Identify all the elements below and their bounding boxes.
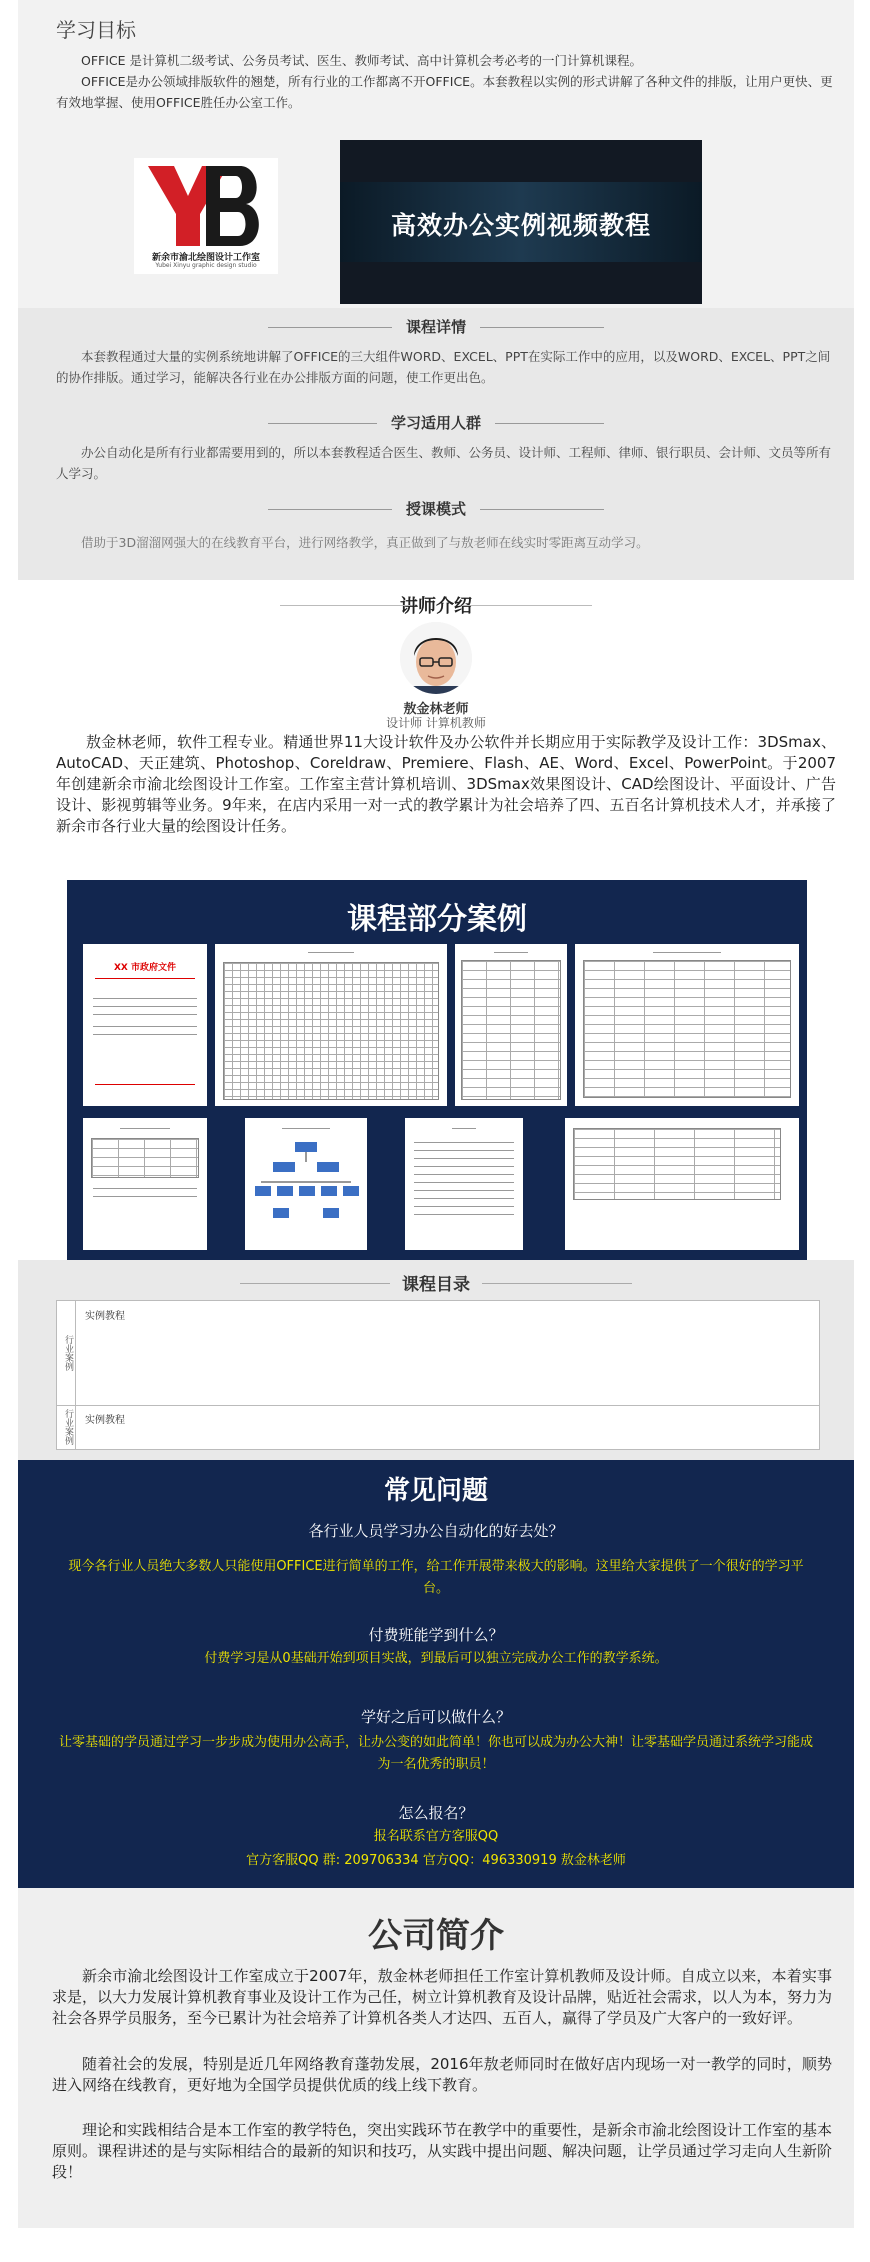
case-report-thumbnail	[83, 1118, 207, 1250]
faq-section	[18, 1460, 854, 1888]
faq-question: 付费班能学到什么？	[368, 1626, 504, 1644]
faq-contact[interactable]: 官方客服QQ 群: 209706334 官方QQ：496330919 敖金林老师	[246, 1853, 626, 1868]
mode-heading-text: 授课模式	[392, 500, 480, 518]
cases-heading: 课程部分案例	[347, 902, 527, 937]
faq-answer: 现今各行业人员绝大多数人只能使用OFFICE进行简单的工作，给工作开展带来极大的影响。这里给大家提供了一个很好的学习平台。	[68, 1559, 804, 1596]
case-orgchart-thumbnail	[245, 1118, 367, 1250]
audience-text: 办公自动化是所有行业都需要用到的，所以本套教程适合医生、教师、公务员、设计师、工程师、律师、银行职员、会计师、文员等所有人学习。	[56, 445, 832, 481]
logo-studio-subtitle: Yubei Xinyu graphic design studio	[155, 262, 257, 269]
company-section	[18, 1888, 854, 2228]
faq-answer: 报名联系官方客服QQ	[373, 1829, 499, 1844]
catalog-heading: 课程目录	[18, 1270, 854, 1295]
course-banner	[340, 140, 702, 304]
details-section	[18, 308, 854, 580]
yb-logo-icon	[148, 166, 264, 246]
orgchart-icon	[245, 1118, 367, 1250]
teacher-name: 敖金林老师	[403, 702, 469, 717]
course-details-heading	[18, 316, 854, 337]
catalog-item[interactable]: 实例教程	[85, 1311, 125, 1322]
catalog-item[interactable]: 实例教程	[85, 1415, 125, 1426]
teacher-heading: 讲师介绍	[18, 592, 854, 618]
faq-heading: 常见问题	[383, 1476, 488, 1506]
case-form-thumbnail	[455, 944, 567, 1106]
teacher-portrait-icon	[400, 622, 472, 694]
catalog-group-label: 行业案例	[57, 1405, 76, 1449]
cases-section	[18, 880, 854, 1260]
case-spreadsheet-thumbnail	[215, 944, 447, 1106]
mode-text: 借助于3D溜溜网强大的在线教育平台，进行网络教学，真正做到了与敖老师在线实时零距离互动学习。	[81, 535, 649, 550]
mode-heading	[18, 498, 854, 519]
case-document-thumbnail	[83, 944, 207, 1106]
case-list-thumbnail	[565, 1118, 799, 1250]
catalog-group-label: 行业案例	[57, 1301, 76, 1405]
studio-logo	[134, 158, 278, 274]
faq-answer: 让零基础的学员通过学习一步步成为使用办公高手，让办公变的如此简单！你也可以成为办公大神！让零基础学员通过系统学习能成为一名优秀的职员！	[58, 1735, 813, 1772]
catalog-table	[56, 1300, 820, 1450]
teacher-section	[18, 580, 854, 880]
teacher-roles: 设计师 计算机教师	[386, 716, 486, 730]
goals-paragraph: OFFICE 是计算机二级考试、公务员考试、医生、教师考试、高中计算机会考必考的一门计算机课程。	[81, 53, 643, 68]
goals-intro	[56, 50, 836, 113]
company-paragraph: 随着社会的发展，特别是近几年网络教育蓬勃发展，2016年敖老师同时在做好店内现场一对一教学的同时，顺势进入网络在线教育，更好地为全国学员提供优质的线上线下教育。	[52, 2055, 832, 2094]
company-paragraph: 理论和实践相结合是本工作室的教学特色，突出实践环节在教学中的重要性，是新余市渝北绘图设计工作室的基本原则。课程讲述的是与实际相结合的最新的知识和技巧，从实践中提出问题、解决问题，让学员通过学习走向人生新阶段！	[52, 2121, 833, 2181]
faq-question: 学好之后可以做什么？	[360, 1708, 511, 1726]
page-content	[18, 0, 854, 2228]
faq-question: 怎么报名？	[398, 1804, 474, 1822]
banner-title: 高效办公实例视频教程	[390, 211, 651, 240]
teacher-bio: 敖金林老师，软件工程专业。精通世界11大设计软件及办公软件并长期应用于实际教学及设计工作：3DSmax、AutoCAD、天正建筑、Photoshop、Coreldraw、Premiere、Flash、AE、Word、Excel、PowerPoint。于2007年创建新余市渝北绘图设计工作室。工作室主营计算机培训、3DSmax效果图设计、CAD绘图设计、平面设计、广告设计、影视剪辑等业务。9年来，在店内采用一对一式的教学累计为社会培养了四、五百名计算机技术人才，并承接了新余市各行业大量的绘图设计任务。	[56, 733, 836, 835]
faq-answer: 付费学习是从0基础开始到项目实战，到最后可以独立完成办公工作的教学系统。	[204, 1651, 668, 1666]
audience-heading-text: 学习适用人群	[377, 414, 495, 432]
course-details-heading-text: 课程详情	[392, 318, 480, 336]
case-toc-thumbnail	[405, 1118, 523, 1250]
goals-section	[18, 0, 854, 308]
catalog-section	[18, 1260, 854, 1460]
teacher-avatar	[400, 622, 472, 694]
goals-heading: 学习目标	[56, 18, 136, 42]
case-table-thumbnail	[575, 944, 799, 1106]
audience-heading	[18, 412, 854, 433]
cases-panel	[67, 880, 807, 1260]
case-red-title: XX 市政府文件	[113, 963, 176, 973]
faq-question: 各行业人员学习办公自动化的好去处？	[308, 1522, 564, 1540]
company-paragraph: 新余市渝北绘图设计工作室成立于2007年，敖金林老师担任工作室计算机教师及设计师。自成立以来，本着实事求是，以大力发展计算机教育事业及设计工作为己任，树立计算机教育及设计品牌，贴近社会需求，以人为本，努力为社会各界学员服务，至今已累计为社会培养了计算机各类人才达四、五百人，赢得了学员及广大客户的一致好评。	[52, 1967, 833, 2027]
course-details-text: 本套教程通过大量的实例系统地讲解了OFFICE的三大组件WORD、EXCEL、PPT在实际工作中的应用，以及WORD、EXCEL、PPT之间的协作排版。通过学习，能解决各行业在办公排版方面的问题，使工作更出色。	[56, 349, 831, 385]
company-heading: 公司简介	[368, 1916, 504, 1956]
goals-paragraph: OFFICE是办公领域排版软件的翘楚，所有行业的工作都离不开OFFICE。本套教程以实例的形式讲解了各种文件的排版，让用户更快、更有效地掌握、使用OFFICE胜任办公室工作。	[56, 74, 833, 110]
logo-studio-name: 新余市渝北绘图设计工作室	[151, 253, 260, 263]
